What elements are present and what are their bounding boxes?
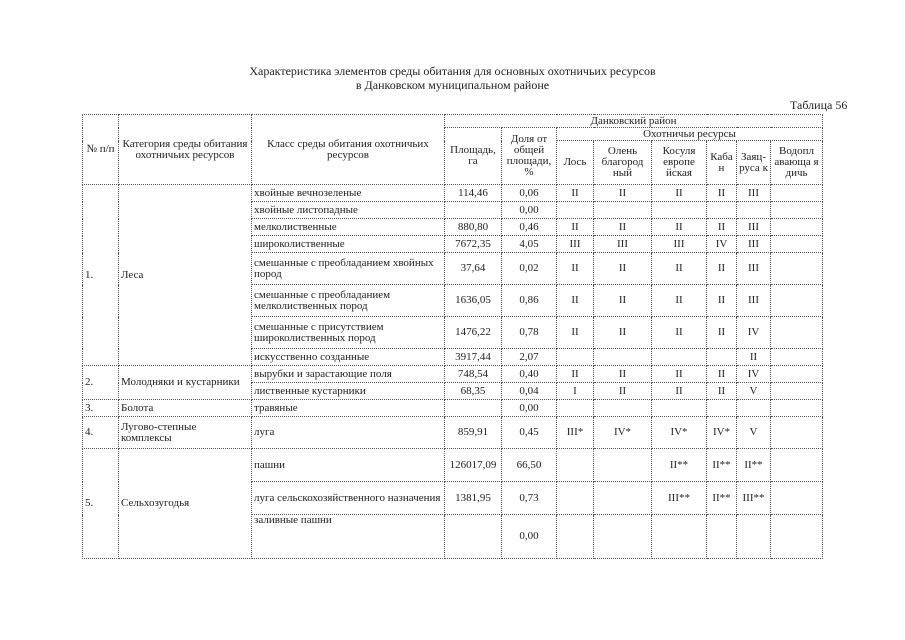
species-rating xyxy=(771,236,823,253)
area-value xyxy=(445,400,502,417)
share-value: 0,00 xyxy=(502,515,557,559)
species-rating: II** xyxy=(707,482,737,515)
species-rating: II xyxy=(557,185,594,202)
group-number: 4. xyxy=(83,417,119,449)
header-species-red-deer: Олень благород ный xyxy=(594,141,652,185)
species-rating xyxy=(594,400,652,417)
species-rating: III xyxy=(737,285,771,317)
species-rating: IV xyxy=(707,236,737,253)
header-no: № п/п xyxy=(83,115,119,185)
species-rating xyxy=(707,202,737,219)
species-rating: II xyxy=(594,366,652,383)
species-rating xyxy=(771,400,823,417)
habitat-class: широколиственные xyxy=(252,236,445,253)
share-value: 0,00 xyxy=(502,400,557,417)
species-rating xyxy=(771,202,823,219)
group-category: Лугово-степные комплексы xyxy=(119,417,252,449)
species-rating xyxy=(594,515,652,559)
share-value: 4,05 xyxy=(502,236,557,253)
species-rating xyxy=(652,515,707,559)
species-rating: II** xyxy=(707,449,737,482)
habitat-class: мелколиственные xyxy=(252,219,445,236)
group-number: 1. xyxy=(83,185,119,366)
species-rating xyxy=(557,349,594,366)
table-body xyxy=(83,115,823,559)
species-rating: IV* xyxy=(594,417,652,449)
document-title-line2: в Данковском муниципальном районе xyxy=(355,78,550,92)
species-rating: II xyxy=(652,185,707,202)
group-number: 3. xyxy=(83,400,119,417)
table-row xyxy=(83,366,823,383)
header-species-waterfowl: Водопл авающа я дичь xyxy=(771,141,823,185)
species-rating: II xyxy=(557,285,594,317)
species-rating: III* xyxy=(557,417,594,449)
species-rating: V xyxy=(737,417,771,449)
species-rating xyxy=(557,482,594,515)
species-rating: III xyxy=(737,236,771,253)
header-resources: Охотничьи ресурсы xyxy=(557,128,823,141)
species-rating xyxy=(771,349,823,366)
species-rating: II xyxy=(707,185,737,202)
species-rating xyxy=(771,317,823,349)
table-row xyxy=(83,449,823,482)
area-value: 859,91 xyxy=(445,417,502,449)
species-rating: III** xyxy=(652,482,707,515)
group-number: 5. xyxy=(83,449,119,559)
species-rating xyxy=(652,349,707,366)
species-rating xyxy=(771,449,823,482)
species-rating: II xyxy=(594,383,652,400)
species-rating: I xyxy=(557,383,594,400)
species-rating: II xyxy=(707,219,737,236)
area-value: 37,64 xyxy=(445,253,502,285)
share-value: 0,02 xyxy=(502,253,557,285)
header-class: Класс среды обитания охотничьих ресурсов xyxy=(252,115,445,185)
area-value: 1476,22 xyxy=(445,317,502,349)
header-share: Доля от общей площади, % xyxy=(502,128,557,185)
species-rating xyxy=(771,285,823,317)
habitat-class: искусственно созданные xyxy=(252,349,445,366)
species-rating: IV xyxy=(737,366,771,383)
species-rating: II xyxy=(652,317,707,349)
species-rating xyxy=(594,482,652,515)
share-value: 0,46 xyxy=(502,219,557,236)
share-value: 0,04 xyxy=(502,383,557,400)
species-rating: V xyxy=(737,383,771,400)
species-rating xyxy=(594,202,652,219)
area-value: 126017,09 xyxy=(445,449,502,482)
area-value: 1381,95 xyxy=(445,482,502,515)
species-rating xyxy=(737,400,771,417)
group-category: Молодняки и кустарники xyxy=(119,366,252,400)
species-rating: II xyxy=(557,317,594,349)
species-rating: IV* xyxy=(707,417,737,449)
species-rating xyxy=(771,219,823,236)
species-rating xyxy=(771,185,823,202)
share-value: 0,40 xyxy=(502,366,557,383)
habitat-class: луга сельскохозяйственного назначения xyxy=(252,482,445,515)
species-rating xyxy=(771,515,823,559)
species-rating: II xyxy=(707,366,737,383)
share-value: 0,86 xyxy=(502,285,557,317)
table-row xyxy=(83,400,823,417)
species-rating: II xyxy=(594,185,652,202)
area-value: 7672,35 xyxy=(445,236,502,253)
header-species-moose: Лось xyxy=(557,141,594,185)
group-number: 2. xyxy=(83,366,119,400)
share-value: 0,00 xyxy=(502,202,557,219)
species-rating: II xyxy=(707,253,737,285)
species-rating: IV* xyxy=(652,417,707,449)
species-rating xyxy=(557,449,594,482)
species-rating xyxy=(737,515,771,559)
table-row xyxy=(83,417,823,449)
species-rating xyxy=(771,482,823,515)
species-rating: II xyxy=(652,219,707,236)
species-rating: II xyxy=(737,349,771,366)
species-rating: II** xyxy=(652,449,707,482)
habitat-table xyxy=(82,114,823,559)
species-rating xyxy=(557,515,594,559)
group-category: Сельхозугодья xyxy=(119,449,252,559)
share-value: 0,78 xyxy=(502,317,557,349)
habitat-class: луга xyxy=(252,417,445,449)
species-rating xyxy=(771,366,823,383)
area-value: 3917,44 xyxy=(445,349,502,366)
habitat-class: смешанные с преобладанием хвойных пород xyxy=(252,253,445,285)
species-rating: II xyxy=(594,285,652,317)
species-rating: IV xyxy=(737,317,771,349)
document-title-line1: Характеристика элементов среды обитания для основных охотничьих ресурсов xyxy=(249,64,656,78)
species-rating: II xyxy=(707,285,737,317)
habitat-class: смешанные с присутствием широколиственных пород xyxy=(252,317,445,349)
species-rating: II xyxy=(652,383,707,400)
habitat-class: лиственные кустарники xyxy=(252,383,445,400)
species-rating xyxy=(557,202,594,219)
species-rating xyxy=(707,400,737,417)
header-district: Данковский район xyxy=(445,115,823,128)
header-area: Площадь, га xyxy=(445,128,502,185)
area-value xyxy=(445,202,502,219)
area-value: 114,46 xyxy=(445,185,502,202)
habitat-class: смешанные с преобладанием мелколиственных пород xyxy=(252,285,445,317)
share-value: 0,73 xyxy=(502,482,557,515)
habitat-class: травяные xyxy=(252,400,445,417)
group-category: Леса xyxy=(119,185,252,366)
header-species-roe-deer: Косуля европе йская xyxy=(652,141,707,185)
habitat-class: заливные пашни xyxy=(252,515,445,559)
species-rating: III xyxy=(737,185,771,202)
species-rating xyxy=(737,202,771,219)
species-rating: II xyxy=(652,285,707,317)
species-rating xyxy=(594,449,652,482)
species-rating: III xyxy=(594,236,652,253)
species-rating xyxy=(707,349,737,366)
species-rating: II xyxy=(594,253,652,285)
area-value: 748,54 xyxy=(445,366,502,383)
habitat-class: вырубки и зарастающие поля xyxy=(252,366,445,383)
habitat-class: хвойные листопадные xyxy=(252,202,445,219)
share-value: 0,06 xyxy=(502,185,557,202)
header-species-hare: Заяц-руса к xyxy=(737,141,771,185)
area-value: 68,35 xyxy=(445,383,502,400)
header-species-boar: Каба н xyxy=(707,141,737,185)
table-row xyxy=(83,185,823,202)
species-rating: II xyxy=(707,383,737,400)
species-rating xyxy=(652,202,707,219)
species-rating: II** xyxy=(737,449,771,482)
share-value: 66,50 xyxy=(502,449,557,482)
species-rating xyxy=(771,253,823,285)
species-rating: II xyxy=(557,366,594,383)
species-rating xyxy=(594,349,652,366)
species-rating: III xyxy=(737,253,771,285)
share-value: 0,45 xyxy=(502,417,557,449)
species-rating: III** xyxy=(737,482,771,515)
species-rating: II xyxy=(557,253,594,285)
species-rating: II xyxy=(594,317,652,349)
area-value: 880,80 xyxy=(445,219,502,236)
table-number: Таблица 56 xyxy=(790,98,848,112)
species-rating xyxy=(771,417,823,449)
header-category: Категория среды обитания охотничьих ресурсов xyxy=(119,115,252,185)
area-value xyxy=(445,515,502,559)
group-category: Болота xyxy=(119,400,252,417)
area-value: 1636,05 xyxy=(445,285,502,317)
species-rating: II xyxy=(557,219,594,236)
species-rating: II xyxy=(594,219,652,236)
habitat-class: пашни xyxy=(252,449,445,482)
habitat-class: хвойные вечнозеленые xyxy=(252,185,445,202)
species-rating: II xyxy=(707,317,737,349)
species-rating xyxy=(771,383,823,400)
species-rating xyxy=(652,400,707,417)
species-rating: II xyxy=(652,253,707,285)
species-rating: III xyxy=(557,236,594,253)
species-rating: II xyxy=(652,366,707,383)
species-rating: III xyxy=(652,236,707,253)
species-rating xyxy=(557,400,594,417)
share-value: 2,07 xyxy=(502,349,557,366)
species-rating: III xyxy=(737,219,771,236)
species-rating xyxy=(707,515,737,559)
